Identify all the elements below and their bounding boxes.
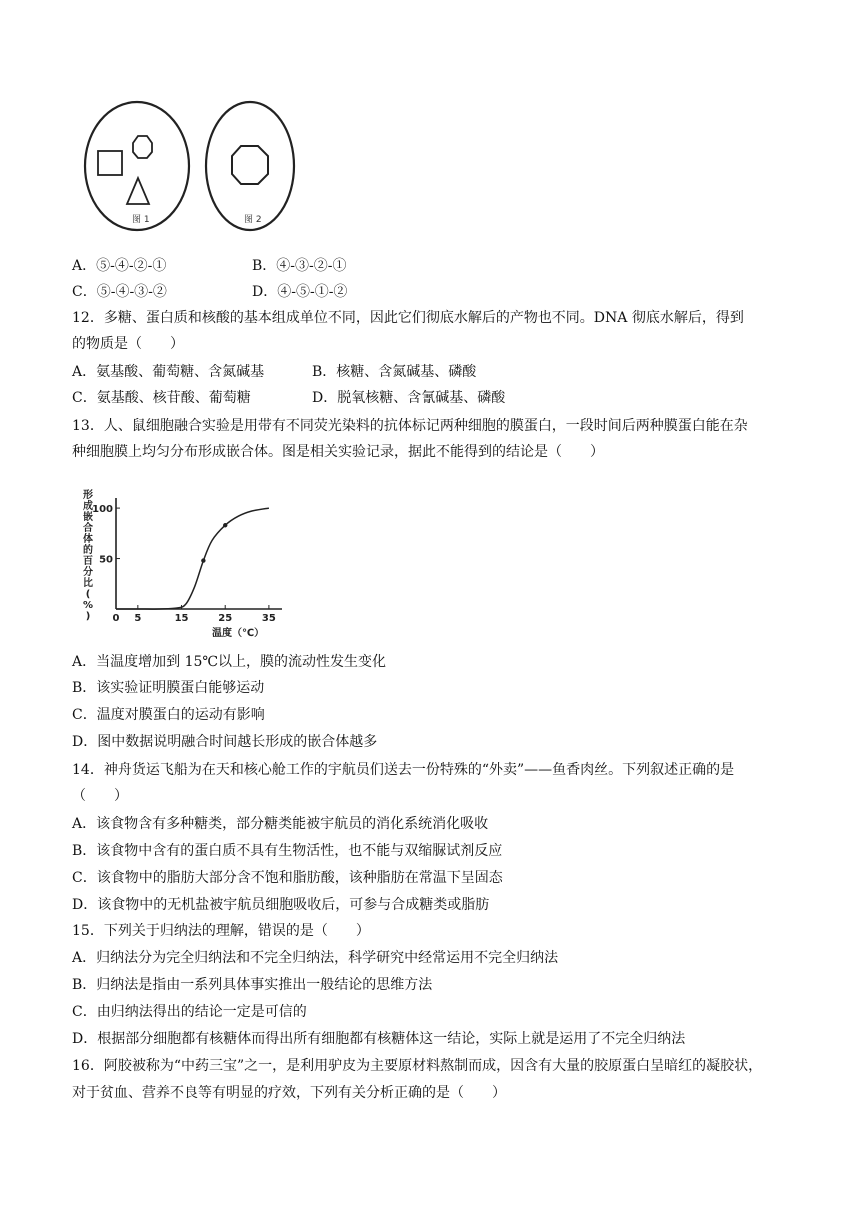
q12-stem-line1: 12．多糖、蛋白质和核酸的基本组成单位不同，因此它们彻底水解后的产物也不同。DNA 彻底水解后，得到 [72,310,744,326]
q13-option-c: C．温度对膜蛋白的运动有影响 [72,707,265,723]
q14-stem-line1: 14．神舟货运飞船为在天和核心舱工作的宇航员们送去一份特殊的“外卖”——鱼香肉丝。下列叙述正确的是 [72,762,735,778]
octagon-shape-large [232,146,268,184]
q15-option-b: B．归纳法是指由一系列具体事实推出一般结论的思维方法 [72,977,433,993]
chart-data-point [223,523,227,527]
triangle-shape [127,178,149,204]
chart-ylabel-char: 形 [83,490,93,501]
q15-option-c: C．由归纳法得出的结论一定是可信的 [72,1004,307,1020]
q12-option-a: A．氨基酸、葡萄糖、含氮碱基 [72,364,265,380]
q16-stem-line1: 16．阿胶被称为“中药三宝”之一，是利用驴皮为主要原材料熬制而成，因含有大量的胶原蛋白呈暗红的凝胶状， [72,1058,763,1074]
chart-ylabel-char: 嵌 [83,512,93,523]
q15-stem-line1: 15．下列关于归纳法的理解，错误的是（ ） [72,923,370,939]
q14-option-d: D．该食物中的无机盐被宇航员细胞吸收后，可参与合成糖类或脂肪 [72,897,490,913]
q14-option-a: A．该食物含有多种糖类，部分糖类能被宇航员的消化系统消化吸收 [72,816,489,832]
q11-option-c: C．⑤-④-③-② [72,284,167,300]
chart-x-tick-label: 5 [134,613,142,624]
cell-outline-1 [85,102,189,230]
chart-ylabel-char: 比 [83,578,93,589]
chart-x-tick-label: 25 [218,613,233,624]
q12-option-d: D．脱氧核糖、含氰碱基、磷酸 [312,390,506,406]
chart-ylabel-char: ( [85,589,91,600]
cell-shapes-figure [72,96,302,246]
q13-option-d: D．图中数据说明融合时间越长形成的嵌合体越多 [72,734,378,750]
q13-stem-line1: 13．人、鼠细胞融合实验是用带有不同荧光染料的抗体标记两种细胞的膜蛋白，一段时间后两种膜蛋白能在杂 [72,418,748,434]
q16-stem-line2: 对于贫血、营养不良等有明显的疗效，下列有关分析正确的是（ ） [72,1085,506,1101]
cell-outline-2 [206,102,294,230]
chart-ylabel-char: 的 [83,545,93,556]
q11-option-d: D．④-⑤-①-② [252,284,348,300]
chart-x-tick-label: 0 [112,613,120,624]
chart-ylabel-char: % [82,600,94,611]
chart-y-tick-label: 100 [92,504,113,516]
chart-ylabel-char: 百 [83,556,93,567]
chart-ylabel-char: 体 [83,534,93,545]
q12-option-c: C．氨基酸、核苷酸、葡萄糖 [72,390,251,406]
chart-series-line [116,508,269,609]
chart-xlabel: 温度（℃） [212,628,265,639]
chart-x-tick-label: 35 [261,613,276,624]
q15-option-a: A．归纳法分为完全归纳法和不完全归纳法，科学研究中经常运用不完全归纳法 [72,950,559,966]
q14-stem-line2: （ ） [72,788,128,804]
figure-caption-1: 图 1 [132,215,150,225]
q11-option-b: B．④-③-②-① [252,258,347,274]
q12-stem-line2: 的物质是（ ） [72,336,184,352]
chart-ylabel-char: 分 [83,567,93,578]
q12-option-b: B．核糖、含氮碱基、磷酸 [312,364,477,380]
q11-option-a: A．⑤-④-②-① [72,258,167,274]
figure-caption-2: 图 2 [244,215,262,225]
chart-data-point [201,558,205,562]
chart-ylabel-char: ) [85,611,91,622]
q13-option-b: B．该实验证明膜蛋白能够运动 [72,680,265,696]
chart-y-tick-label: 50 [99,554,113,566]
chart-ylabel-char: 成 [83,501,93,512]
chart-ylabel-char: 合 [83,523,93,534]
chart-x-tick-label: 15 [174,613,189,624]
q15-option-d: D．根据部分细胞都有核糖体而得出所有细胞都有核糖体这一结论，实际上就是运用了不完全归纳法 [72,1031,686,1047]
q13-stem-line2: 种细胞膜上均匀分布形成嵌合体。图是相关实验记录，据此不能得到的结论是（ ） [72,444,604,460]
square-shape [98,151,122,175]
q13-option-a: A．当温度增加到 15℃以上，膜的流动性发生变化 [72,654,387,670]
octagon-shape-small [133,136,152,158]
q14-option-b: B．该食物中含有的蛋白质不具有生物活性，也不能与双缩脲试剂反应 [72,843,503,859]
q14-option-c: C．该食物中的脂肪大部分含不饱和脂肪酸，该种脂肪在常温下呈固态 [72,870,503,886]
q13-line-chart [72,478,292,640]
